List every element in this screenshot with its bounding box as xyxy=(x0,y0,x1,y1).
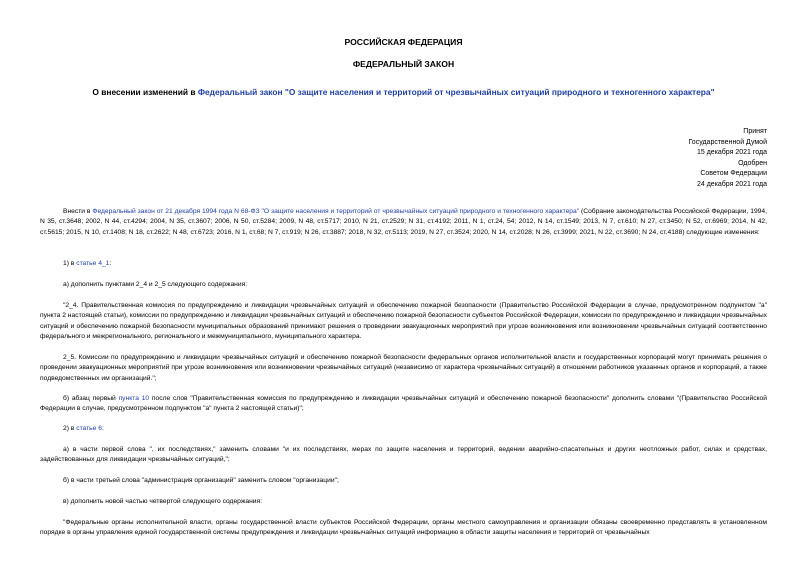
article-6-link[interactable]: статье 6 xyxy=(76,425,102,432)
law-title-prefix: О внесении изменений в xyxy=(92,87,198,97)
adoption-info xyxy=(688,127,767,190)
quote-part-4: "Федеральные органы исполнительной власти, органы государственной власти субъектов Российской Федерации, органы местного самоуправления и организации обязаны своевременно представлять в установленном порядке в органы управления единой государственной системы предупреждения и ликвидации чрезвычайных ситуаций информацию в области защиты населения и территорий от чрезвычайных xyxy=(40,519,767,537)
law-title xyxy=(0,87,807,97)
item-1 xyxy=(40,259,767,269)
item-2-suffix: : xyxy=(101,425,104,432)
approved-label: Одобрен xyxy=(738,159,767,167)
base-law-link[interactable]: Федеральный закон от 21 декабря 1994 года N 68-ФЗ "О защите населения и территорий от чрезвычайных ситуаций природного и техногенного характера" xyxy=(92,208,580,215)
item-1b-rest: после слов "Правительственная комиссия по предупреждению и ликвидации чрезвычайных ситуаций и обеспечению пожарной безопасности" дополнить словами "(Правительство Российской Федерации в случае, предусмотренном подпунктом "а" пункта 2 настоящей статьи)"; xyxy=(40,395,767,413)
item-1a: а) дополнить пунктами 2_4 и 2_5 следующего содержания: xyxy=(63,281,248,288)
item-1b-prefix: б) абзац первый xyxy=(63,395,119,402)
point-10-link[interactable]: пункта 10 xyxy=(118,395,150,402)
item-2-prefix: 2) в xyxy=(63,425,77,432)
item-2b: б) в части третьей слова "администрация организаций" заменить словом "организации"; xyxy=(63,477,339,484)
adopted-label: Принят xyxy=(743,128,767,135)
country-heading: РОССИЙСКАЯ ФЕДЕРАЦИЯ xyxy=(344,37,463,47)
item-2a: а) в части первой слова ", их последствиях," заменить словами "и их последствиях, мерах по защите населения и территорий, ведении аварийно-спасательных и других неотложных работ, силах и средствах, задействованных для ликвидации чрезвычайных ситуаций,"; xyxy=(40,446,767,464)
adopted-by: Государственной Думой xyxy=(688,138,767,146)
intro-rest: (Собрание законодательства Российской Федерации, 1994, N 35, ст.3648; 2002, N 44, ст.4294; 2004, N 35, ст.3607; 2006, N 50, ст.5284; 2009, N 48, ст.5717; 2010, N 21, ст.2529; N 31, ст.4192; 2011, N 1, ст.24, 54; 2012, N 14, ст.1549; 2013, N 7, ст.610; N 27, ст.3450; N 52, ст.6969; 2014, N 42, ст.5615; 2015, N 10, ст.1408; N 18, ст.2622; N 48, ст.6723; 2016, N 1, ст.68; N 7, ст.919; N 26, ст.3887; 2018, N 32, ст.5113; 2019, N 27, ст.3524; 2020, N 14, ст.2028; N 26, ст.3999; 2021, N 22, ст.3690; N 24, ст.4188) следующие изменения: xyxy=(40,208,767,236)
approved-by: Советом Федерации xyxy=(700,170,767,177)
item-2c: в) дополнить новой частью четвертой следующего содержания: xyxy=(63,498,262,505)
approved-date: 24 декабря 2021 года xyxy=(696,180,767,188)
adopted-date: 15 декабря 2021 года xyxy=(696,149,767,156)
quote-2-5: 2_5. Комиссии по предупреждению и ликвидации чрезвычайных ситуаций и обеспечению пожарной безопасности федеральных органов исполнительной власти и государственных корпораций могут принимать решения о проведении эвакуационных мероприятий при угрозе возникновения или возникновении чрезвычайных ситуаций (независимо от характера чрезвычайных ситуаций) в отношении работников указанных органов и корпораций, а также подведомственных им организаций."; xyxy=(40,354,767,382)
law-type-heading: ФЕДЕРАЛЬНЫЙ ЗАКОН xyxy=(352,59,455,69)
item-2 xyxy=(40,424,767,434)
amended-law-link[interactable]: Федеральный закон "О защите населения и территорий от чрезвычайных ситуаций природного и техногенного характера" xyxy=(197,87,715,97)
article-4-1-link[interactable]: статье 4_1 xyxy=(76,260,110,267)
intro-paragraph xyxy=(40,207,767,238)
quote-2-4: "2_4. Правительственная комиссия по предупреждению и ликвидации чрезвычайных ситуаций и обеспечению пожарной безопасности (Правительство Российской Федерации в случае, предусмотренном подпунктом "а" пункта 2 настоящей статьи), комиссии по предупреждению и ликвидации чрезвычайных ситуаций и обеспечению пожарной безопасности субъектов Российской Федерации, комиссии по предупреждению и ликвидации чрезвычайных ситуаций и обеспечению пожарной безопасности муниципальных образований принимают решения о проведении эвакуационных мероприятий при угрозе возникновения или возникновении чрезвычайных ситуаций соответственно федерального и межрегионального, регионального и межмуниципального, муниципального характера. xyxy=(40,302,767,341)
intro-prefix: Внести в xyxy=(63,208,93,215)
item-1-prefix: 1) в xyxy=(63,260,77,267)
item-1b xyxy=(40,394,767,415)
item-1-suffix: : xyxy=(109,260,112,267)
